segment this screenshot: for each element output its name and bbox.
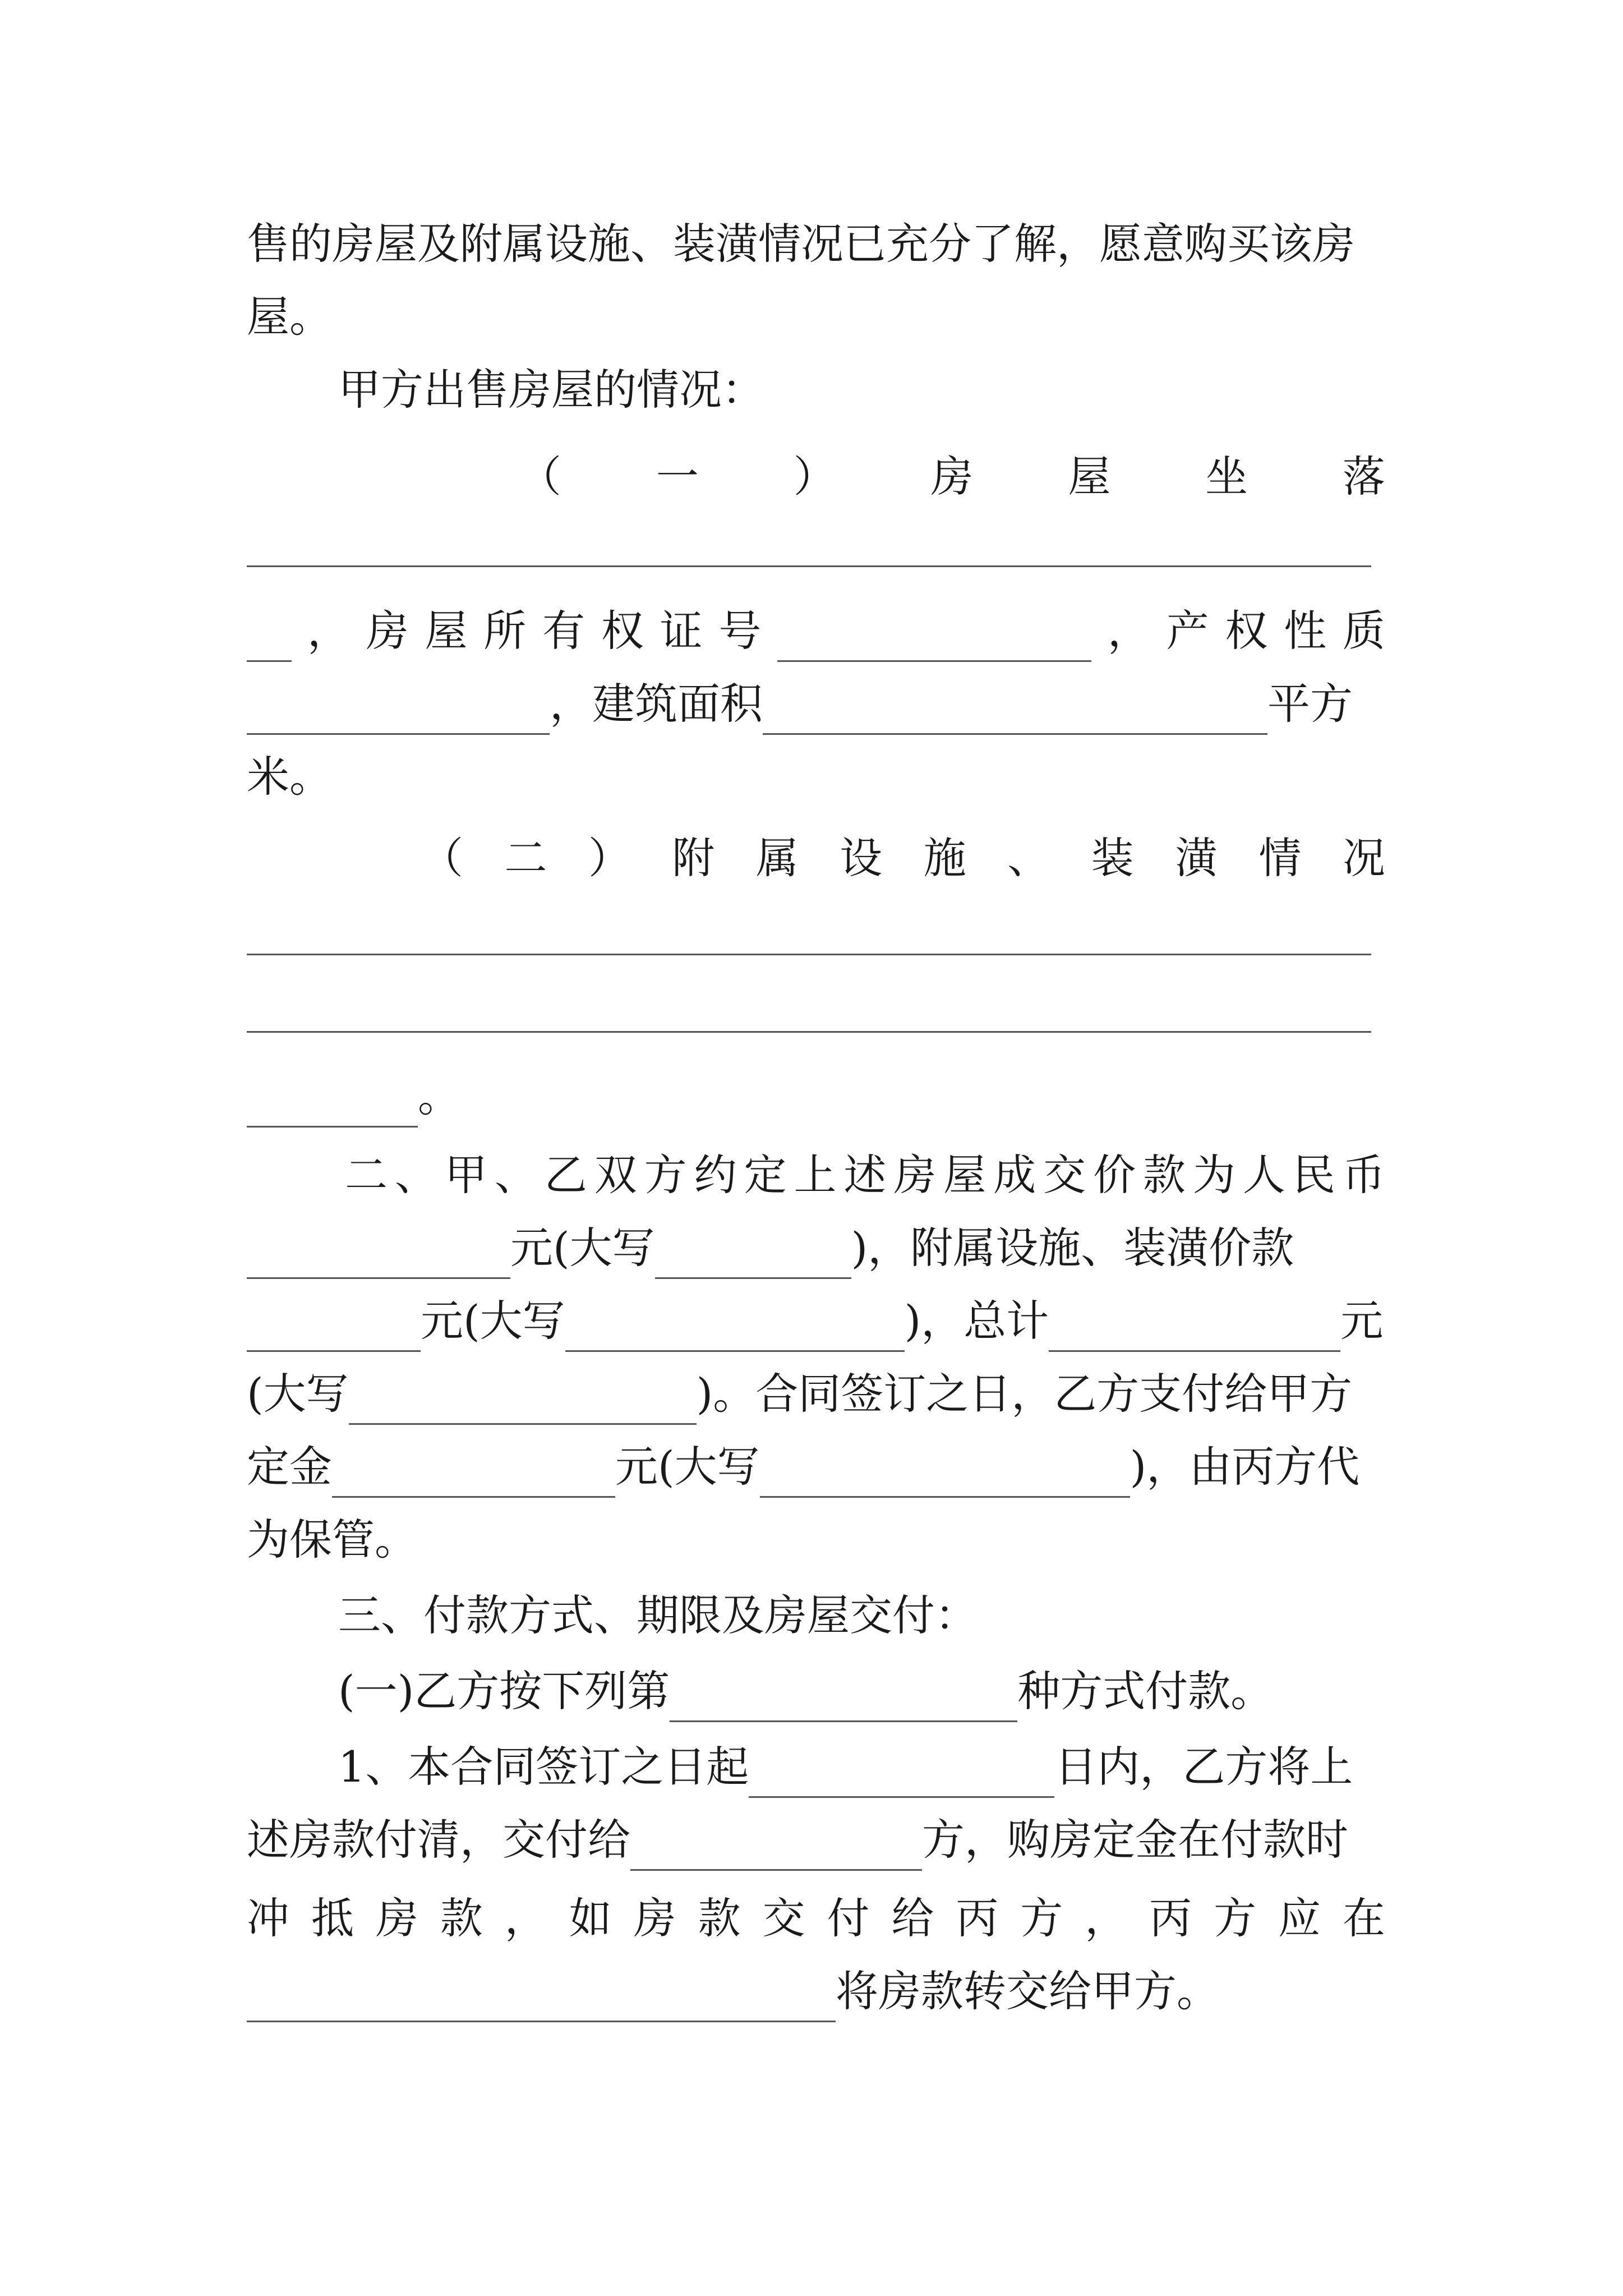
blank-facilities-end[interactable] [247,1079,418,1128]
blank-cert-number[interactable] [777,613,1091,662]
blank-total-words[interactable] [349,1376,697,1425]
blank-facilities-line-2[interactable] [247,1031,1371,1033]
section-two-heading: 二 、 甲 、 乙 双 方 约 定 上 述 房 屋 成 交 价 款 为 人 民 币 [345,1150,1385,1200]
blank-payment-method[interactable] [670,1673,1017,1722]
line-cert-nature: ， 房 屋 所 有 权 证 号 ， 产 权 性 质 [247,600,1385,662]
line-payment-method: (一)乙方按下列第 种方式付款。 [338,1660,1385,1722]
blank-deposit[interactable] [332,1449,615,1498]
line-total-words: (大写 )。合同签订之日，乙方支付给甲方 [247,1363,1385,1425]
para-line-custody: 为保管。 [247,1515,417,1565]
line-transfer: 将房款转交给甲方。 [247,1961,1385,2022]
line-payee: 述房款付清，交付给 方，购房定金在付款时 [247,1809,1385,1871]
blank-building-area[interactable] [763,686,1267,735]
blank-transfer-deadline[interactable] [247,1973,836,2022]
line-offset: 冲 抵 房 款 ， 如 房 款 交 付 给 丙 方 ， 丙 方 应 在 [247,1893,1385,1943]
para-line-1: 售的房屋及附属设施、装潢情况已充分了解，愿意购买该房 [247,219,1355,269]
para-line-sqm: 米。 [247,752,332,802]
section-heading-property: 甲方出售房屋的情况： [338,365,764,415]
section-three-heading: 三、付款方式、期限及房屋交付： [338,1590,978,1640]
blank-location-line[interactable] [247,565,1371,567]
line-facility-price: 元(大写 )，总计 元 [247,1290,1385,1352]
blank-facility-price[interactable] [247,1303,421,1352]
blank-deposit-words[interactable] [760,1449,1130,1498]
blank-house-price-words[interactable] [655,1230,851,1279]
para-line-2: 屋。 [247,292,332,342]
line-payment-days: 1、本合同签订之日起 日内，乙方将上 [338,1736,1385,1798]
blank-property-nature[interactable] [247,686,550,735]
blank-facilities-line-1[interactable] [247,954,1371,955]
blank-house-price[interactable] [247,1230,510,1279]
line-area: ，建筑面积 平方 [247,673,1385,735]
line-deposit: 定金 元(大写 )，由丙方代 [247,1436,1385,1498]
blank-total[interactable] [1049,1303,1340,1352]
blank-payee[interactable] [630,1822,922,1871]
blank-payment-days[interactable] [749,1749,1054,1798]
blank-facility-price-words[interactable] [565,1303,905,1352]
item-location-heading: （ 一 ） 房 屋 坐 落 [519,452,1385,501]
item-facilities-heading: （ 二 ） 附 属 设 施 、 装 潢 情 况 [421,833,1385,883]
line-price: 元(大写 )，附属设施、装潢价款 [247,1217,1385,1279]
blank-location-end[interactable] [247,613,292,662]
line-facilities-end: 。 [247,1066,1385,1128]
